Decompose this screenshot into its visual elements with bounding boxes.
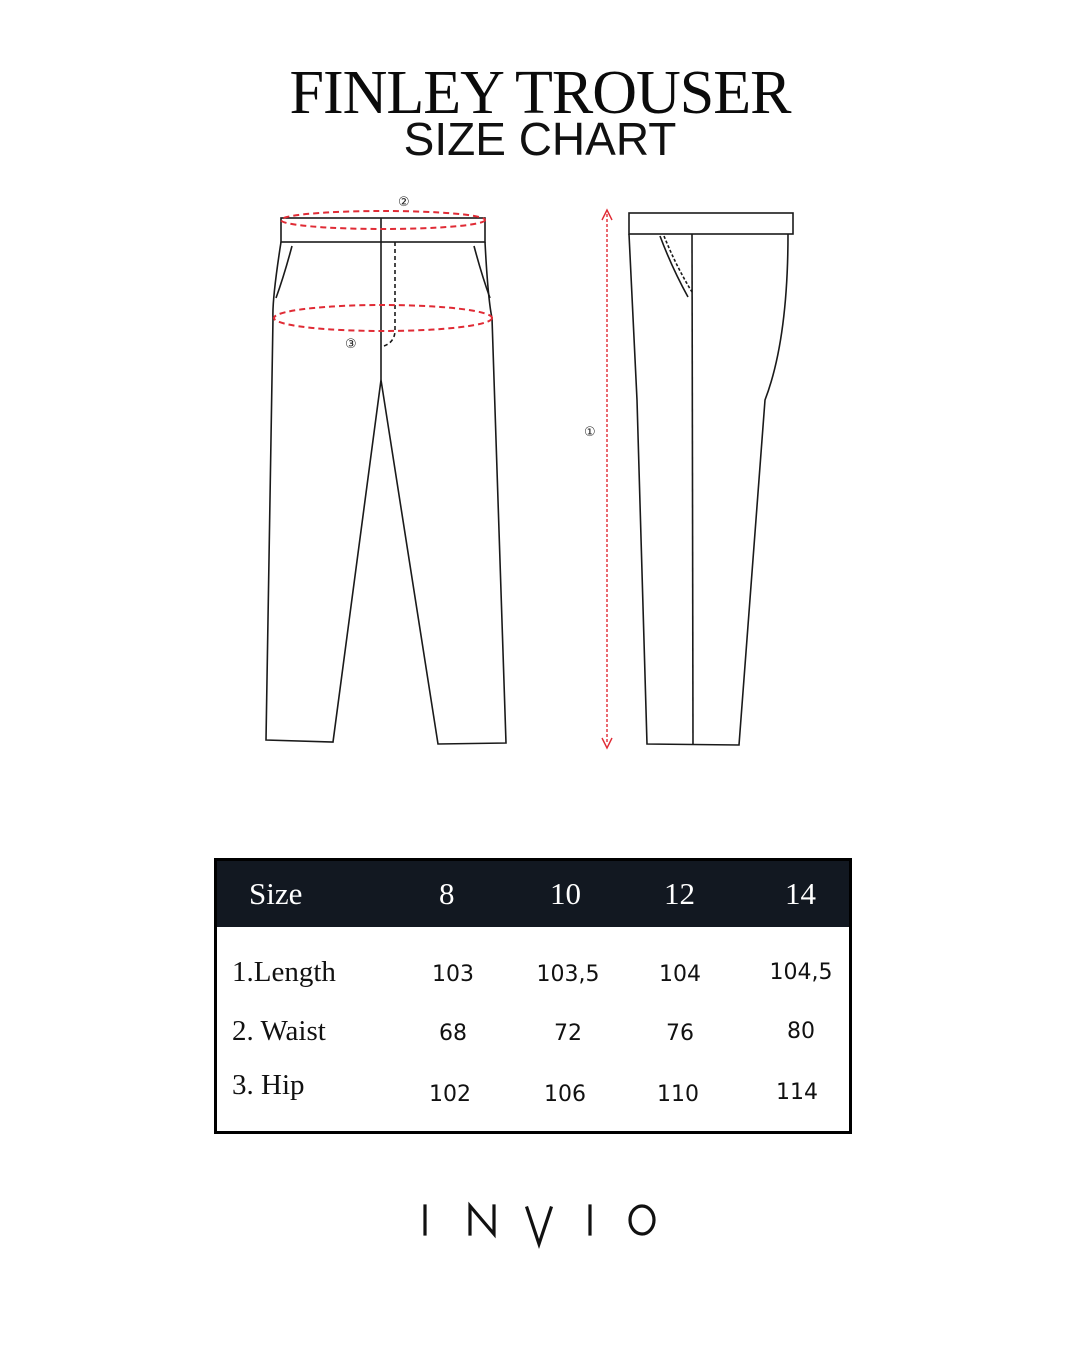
- table-cell: 103,5: [536, 962, 600, 987]
- invio-logo: [420, 1196, 660, 1252]
- table-cell: 102: [429, 1082, 471, 1107]
- front-waistband: [281, 218, 485, 242]
- header-size-label: Size: [249, 876, 303, 911]
- table-cell: 114: [776, 1080, 818, 1105]
- trouser-side-view: [629, 213, 793, 745]
- row-label-waist: 2. Waist: [232, 1015, 326, 1047]
- table-cell: 68: [439, 1021, 467, 1046]
- side-waistband: [629, 213, 793, 234]
- size-table-header: [217, 861, 849, 927]
- brand-logo: [0, 1196, 1080, 1257]
- table-cell: 72: [554, 1021, 582, 1046]
- length-marker: ①: [584, 425, 596, 440]
- size-table: [214, 858, 852, 1134]
- table-cell: 104,5: [769, 960, 833, 985]
- table-cell: 80: [787, 1019, 815, 1044]
- row-label-hip: 3. Hip: [232, 1069, 305, 1101]
- header-size-12: 12: [664, 876, 695, 911]
- hip-marker: ③: [345, 337, 357, 352]
- table-cell: 110: [657, 1082, 699, 1107]
- table-cell: 76: [666, 1021, 694, 1046]
- trouser-front-view: [266, 218, 506, 744]
- table-cell: 106: [544, 1082, 586, 1107]
- table-cell: 103: [432, 962, 474, 987]
- trouser-illustration: [0, 180, 1080, 770]
- row-label-length: 1.Length: [232, 956, 336, 988]
- page-title: FINLEY TROUSER: [289, 59, 791, 127]
- header-size-14: 14: [785, 876, 816, 911]
- header-size-8: 8: [439, 876, 455, 911]
- table-cell: 104: [659, 962, 701, 987]
- length-measure-line: [602, 210, 612, 748]
- waist-marker: ②: [398, 195, 410, 210]
- waist-measure-line: [281, 211, 485, 229]
- hip-measure-line: [274, 305, 492, 331]
- page-subtitle: SIZE CHART: [403, 113, 677, 165]
- header-size-10: 10: [550, 876, 581, 911]
